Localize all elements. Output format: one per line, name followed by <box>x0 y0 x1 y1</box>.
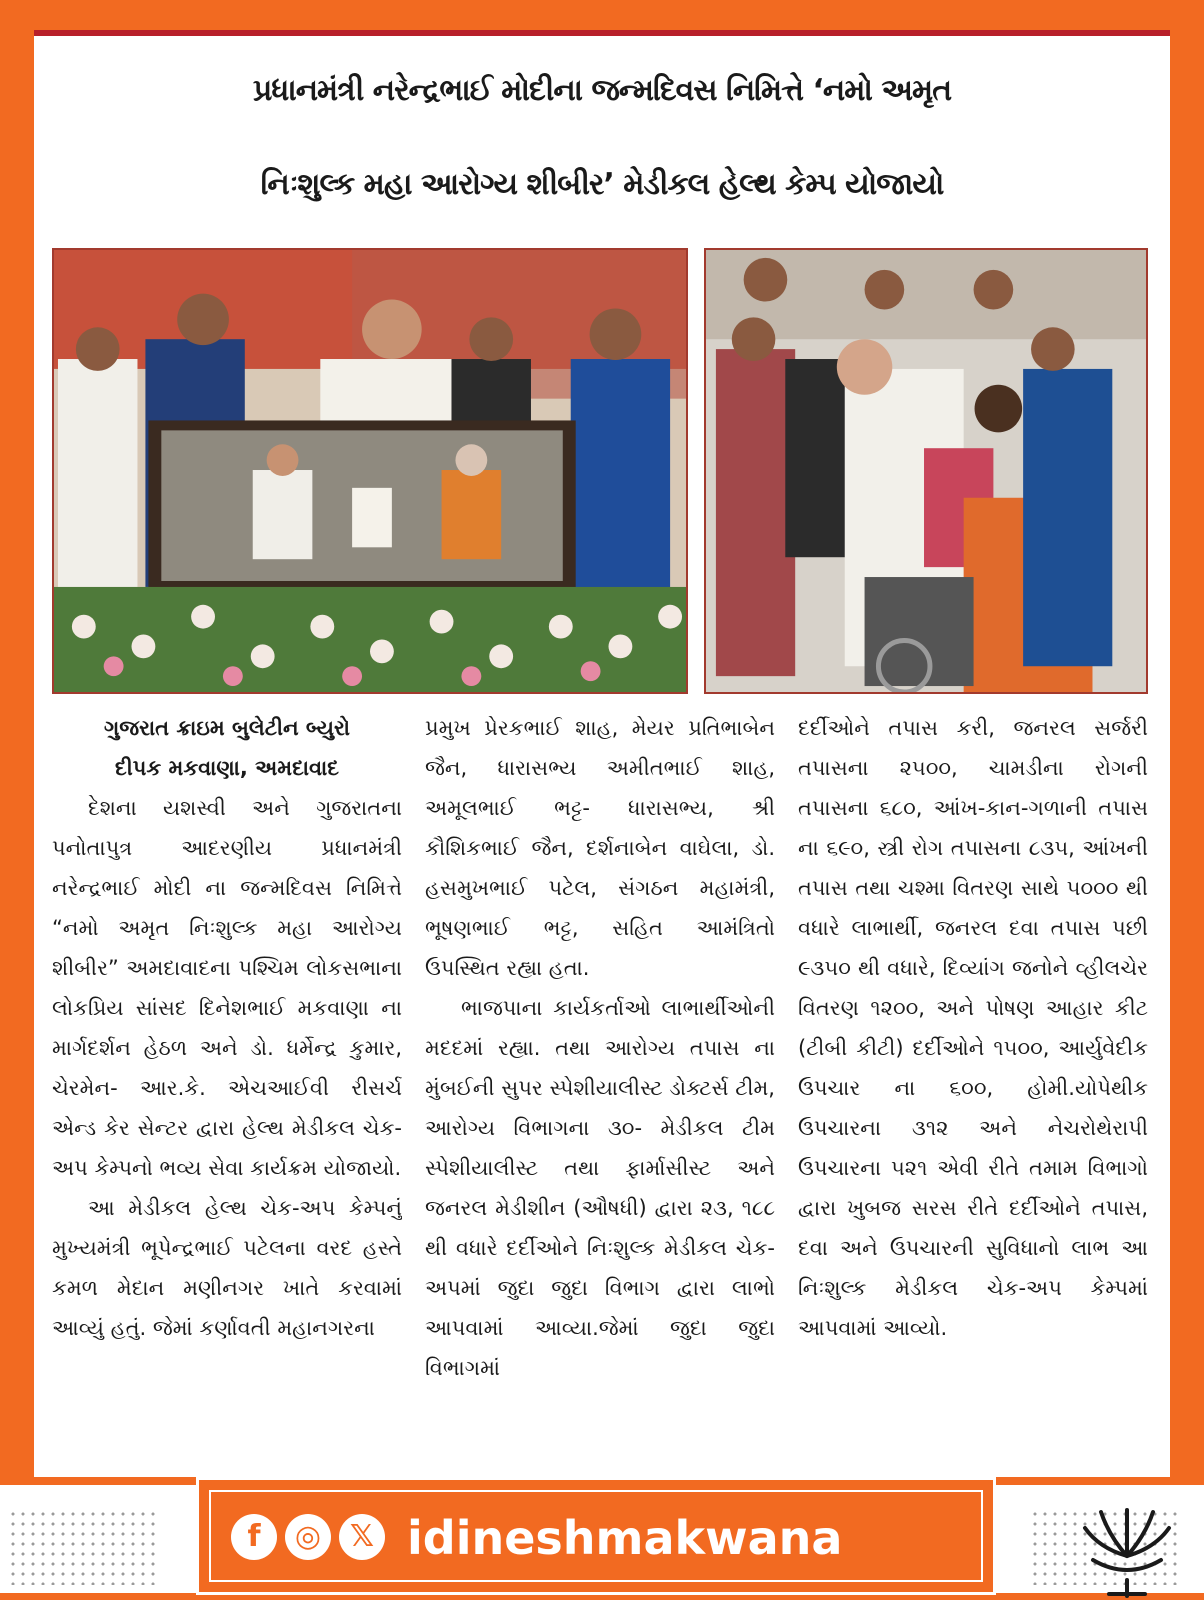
byline-reporter: દીપક મકવાણા, અમદાવાદ <box>115 756 339 780</box>
paragraph: દેશના યશસ્વી અને ગુજરાતના પનોતાપુત્ર આદરણીય પ્રધાનમંત્રી નરેન્દ્રભાઈ મોદી ના જન્મદિવસ નિમિત્તે “નમો અમૃત નિઃશુલ્ક મહા આરોગ્ય શીબીર” અમદાવાદના પશ્ચિમ લોકસભાના લોકપ્રિય સાંસદ દિનેશભાઈ મકવાણા ના માર્ગદર્શન હેઠળ અને ડો. ધર્મેન્દ્ર કુમાર, ચેરમેન- આર.કે. એચઆઈવી રીસર્ચ એન્ડ કેર સેન્ટર દ્વારા હેલ્થ મેડીકલ ચેક-અપ કેમ્પનો ભવ્ય સેવા કાર્યક્રમ યોજાયો. <box>52 796 402 1180</box>
headline-line-1: પ્રધાનમંત્રી નરેન્દ્રભાઈ મોદીના જન્મદિવસ નિમિત્તે ‘નમો અમૃત <box>252 73 952 108</box>
social-handle-frame <box>209 1490 983 1582</box>
article-column-1 <box>52 708 402 1478</box>
top-rule <box>34 30 1170 36</box>
photo-greeting-beneficiary <box>704 248 1148 694</box>
paragraph: ભાજપાના કાર્યકર્તાઓ લાભાર્થીઓની મદદમાં રહ્યા. તથા આરોગ્ય તપાસ ના મુંબઈની સુપર સ્પેશીયાલીસ્ટ ડોક્ટર્સ ટીમ, આરોગ્ય વિભાગના ૩૦- મેડીકલ ટીમ સ્પેશીયાલીસ્ટ તથા ફાર્માસીસ્ટ અને જનરલ મેડીશીન (ઔષધી) દ્વારા ૨૩, ૧૮૮ થી વધારે દર્દીઓને નિઃશુલ્ક મેડીકલ ચેક-અપમાં જુદા જુદા વિભાગ દ્વારા લાભો આપવામાં આવ્યા.જેમાં જુદા જુદા વિભાગમાં <box>425 996 775 1380</box>
headline <box>34 44 1170 266</box>
article-column-3 <box>798 708 1148 1478</box>
bjp-lotus-logo <box>1079 1496 1175 1600</box>
paragraph: આ મેડીકલ હેલ્થ ચેક-અપ કેમ્પનું મુખ્યમંત્રી ભૂપેન્દ્રભાઈ પટેલના વરદ હસ્તે કમળ મેદાન મણીનગર ખાતે કરવામાં આવ્યું હતું. જેમાં કર્ણાવતી મહાનગરના <box>52 1196 402 1340</box>
footer-banner <box>0 1477 1204 1600</box>
photo-framed-portrait-presentation <box>52 248 688 694</box>
instagram-icon[interactable]: ◎ <box>285 1514 331 1560</box>
byline-bureau: ગુજરાત ક્રાઇમ બુલેટીન બ્યુરો <box>103 716 351 740</box>
paragraph: દર્દીઓને તપાસ કરી, જનરલ સર્જરી તપાસના ૨૫૦૦, ચામડીના રોગની તપાસના ૬૮૦, આંખ-કાન-ગળાની તપાસ ના ૬૯૦, સ્ત્રી રોગ તપાસના ૮૩૫, આંખની તપાસ તથા ચશ્મા વિતરણ સાથે ૫૦૦૦ થી વધારે લાભાર્થી, જનરલ દવા તપાસ પછી ૯૩૫૦ થી વધારે, દિવ્યાંગ જનોને વ્હીલચેર વિતરણ ૧૨૦૦, અને પોષણ આહાર કીટ (ટીબી કીટી) દર્દીઓને ૧૫૦૦, આર્યુવેદીક ઉપચાર ના ૬૦૦, હોમી.યોપેથીક ઉપચારના ૩૧૨ અને નેચરોથેરાપી ઉપચારના ૫૨૧ એવી રીતે તમામ વિભાગો દ્વારા ખુબજ સરસ રીતે દર્દીઓને તપાસ, દવા અને ઉપચારની સુવિધાનો લાભ આ નિઃશુલ્ક મેડીકલ ચેક-અપ કેમ્પમાં આપવામાં આવ્યો. <box>798 716 1148 1340</box>
social-handle[interactable]: idineshmakwana <box>407 1511 843 1565</box>
newspaper-clipping <box>34 30 1170 1477</box>
x-icon[interactable]: 𝕏 <box>339 1514 385 1560</box>
headline-line-2: નિઃશુલ્ક મહા આરોગ્ય શીબીર’ મેડીકલ હેલ્થ કેમ્પ યોજાયો <box>260 167 944 202</box>
decorative-dots-left <box>8 1509 158 1585</box>
article-column-2 <box>425 708 775 1478</box>
article-body <box>52 708 1148 1478</box>
social-handle-bar <box>196 1477 996 1595</box>
paragraph: પ્રમુખ પ્રેરકભાઈ શાહ, મેયર પ્રતિભાબેન જૈન, ધારાસભ્ય અમીતભાઈ શાહ, અમૂલભાઈ ભટ્ટ- ધારાસભ્ય, શ્રી કૌશિકભાઈ જૈન, દર્શનાબેન વાઘેલા, ડો. હસમુખભાઈ પટેલ, સંગઠન મહામંત્રી, ભૂષણભાઈ ભટ્ટ, સહિત આમંત્રિતો ઉપસ્થિત રહ્યા હતા. <box>425 716 775 980</box>
facebook-icon[interactable]: f <box>231 1514 277 1560</box>
